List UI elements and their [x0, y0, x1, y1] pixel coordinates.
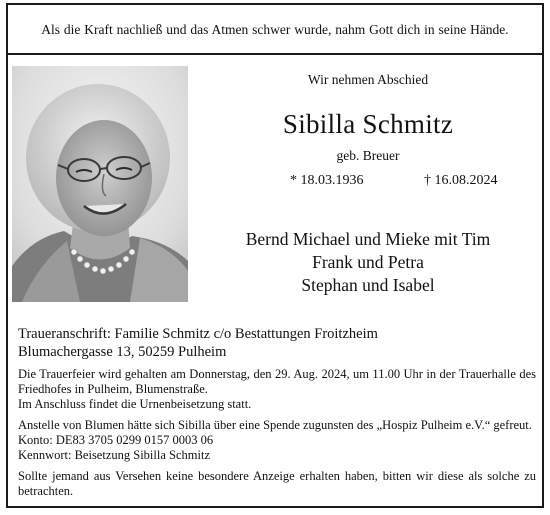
- burial-text: Im Anschluss findet die Urnenbeisetzung statt.: [18, 397, 252, 411]
- donation-reference: Kennwort: Beisetzung Sibilla Schmitz: [18, 448, 210, 462]
- portrait-illustration: [12, 66, 188, 302]
- bank-account: Konto: DE83 3705 0299 0157 0003 06: [18, 433, 214, 447]
- divider-line: [8, 53, 542, 55]
- mourner-line: Frank und Petra: [312, 252, 424, 272]
- address-line: Traueranschrift: Familie Schmitz c/o Bestattungen Froitzheim: [18, 326, 378, 342]
- portrait-photo: [12, 66, 188, 302]
- farewell-line: Wir nehmen Abschied: [307, 72, 429, 87]
- mourning-address: [18, 325, 378, 361]
- address-line: Blumachergasse 13, 50259 Pulheim: [18, 344, 227, 360]
- donation-text: Anstelle von Blumen hätte sich Sibilla über eine Spende zugunsten des „Hospiz Pulheim e.V.“ gefreut.: [18, 418, 532, 432]
- maiden-name: geb. Breuer: [336, 148, 400, 163]
- obituary-notice: [6, 3, 544, 508]
- deceased-name: Sibilla Schmitz: [282, 109, 454, 139]
- ceremony-text: Die Trauerfeier wird gehalten am Donnerstag, den 29. Aug. 2024, um 11.00 Uhr in der Trauerhalle des Friedhofes in Pulheim, Blumenstraße.: [18, 367, 536, 396]
- closing-text: Sollte jemand aus Versehen keine besondere Anzeige erhalten haben, bitten wir diese als solche zu betrachten.: [18, 469, 536, 498]
- opening-verse: Als die Kraft nachließ und das Atmen schwer wurde, nahm Gott dich in seine Hände.: [41, 22, 509, 37]
- birth-date: * 18.03.1936: [290, 173, 364, 188]
- funeral-details: [18, 367, 536, 499]
- mourner-line: Stephan und Isabel: [301, 275, 435, 295]
- mourner-line: Bernd Michael und Mieke mit Tim: [245, 229, 491, 249]
- death-date: † 16.08.2024: [424, 173, 498, 188]
- mourners-list: [196, 228, 540, 297]
